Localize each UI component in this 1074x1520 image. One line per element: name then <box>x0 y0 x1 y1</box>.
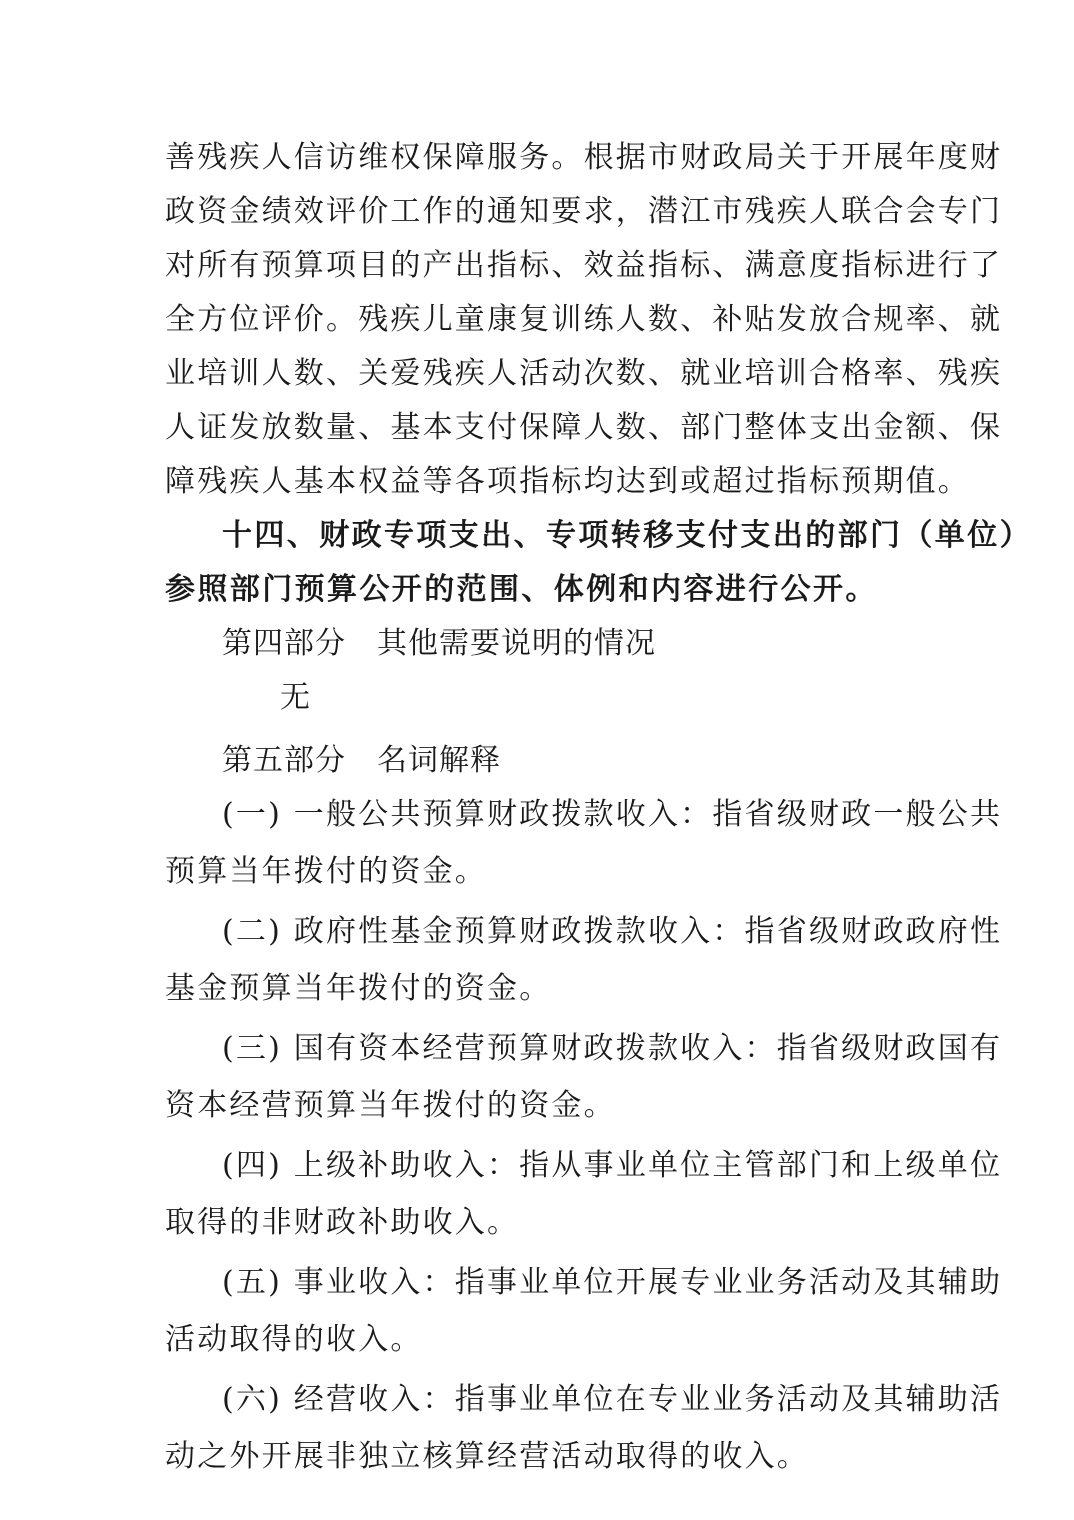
definition-6-continued: 动之外开展非独立核算经营活动取得的收入。 <box>165 1439 809 1474</box>
paragraph-line: 政资金绩效评价工作的通知要求，潜江市残疾人联合会专门 <box>165 194 1003 229</box>
definition-6: (六) 经营收入：指事业单位在专业业务活动及其辅助活 <box>222 1382 1003 1417</box>
definition-2: (二) 政府性基金预算财政拨款收入：指省级财政政府性 <box>222 914 1003 949</box>
paragraph-line: 人证发放数量、基本支付保障人数、部门整体支出金额、保 <box>165 410 1003 445</box>
definition-1-continued: 预算当年拨付的资金。 <box>165 854 487 889</box>
definition-4-continued: 取得的非财政补助收入。 <box>165 1205 520 1240</box>
definition-5: (五) 事业收入：指事业单位开展专业业务活动及其辅助 <box>222 1265 1003 1300</box>
paragraph-line: 善残疾人信访维权保障服务。根据市财政局关于开展年度财 <box>165 140 1003 175</box>
paragraph-line: 全方位评价。残疾儿童康复训练人数、补贴发放合规率、就 <box>165 302 1003 337</box>
definition-3-continued: 资本经营预算当年拨付的资金。 <box>165 1088 616 1123</box>
part-4-heading: 第四部分 其他需要说明的情况 <box>222 626 656 661</box>
definition-3: (三) 国有资本经营预算财政拨款收入：指省级财政国有 <box>222 1031 1003 1066</box>
part-5-heading: 第五部分 名词解释 <box>222 743 501 778</box>
section-14-heading-continued: 参照部门预算公开的范围、体例和内容进行公开。 <box>165 572 878 607</box>
section-14-heading: 十四、财政专项支出、专项转移支付支出的部门（单位） <box>222 518 1032 553</box>
paragraph-line: 障残疾人基本权益等各项指标均达到或超过指标预期值。 <box>165 464 970 499</box>
definition-2-continued: 基金预算当年拨付的资金。 <box>165 971 552 1006</box>
part-4-content: 无 <box>280 680 313 715</box>
definition-4: (四) 上级补助收入：指从事业单位主管部门和上级单位 <box>222 1148 1003 1183</box>
definition-1: (一) 一般公共预算财政拨款收入：指省级财政一般公共 <box>222 797 1003 832</box>
paragraph-line: 业培训人数、关爱残疾人活动次数、就业培训合格率、残疾 <box>165 356 1003 391</box>
definition-5-continued: 活动取得的收入。 <box>165 1322 423 1357</box>
paragraph-line: 对所有预算项目的产出指标、效益指标、满意度指标进行了 <box>165 248 1003 283</box>
